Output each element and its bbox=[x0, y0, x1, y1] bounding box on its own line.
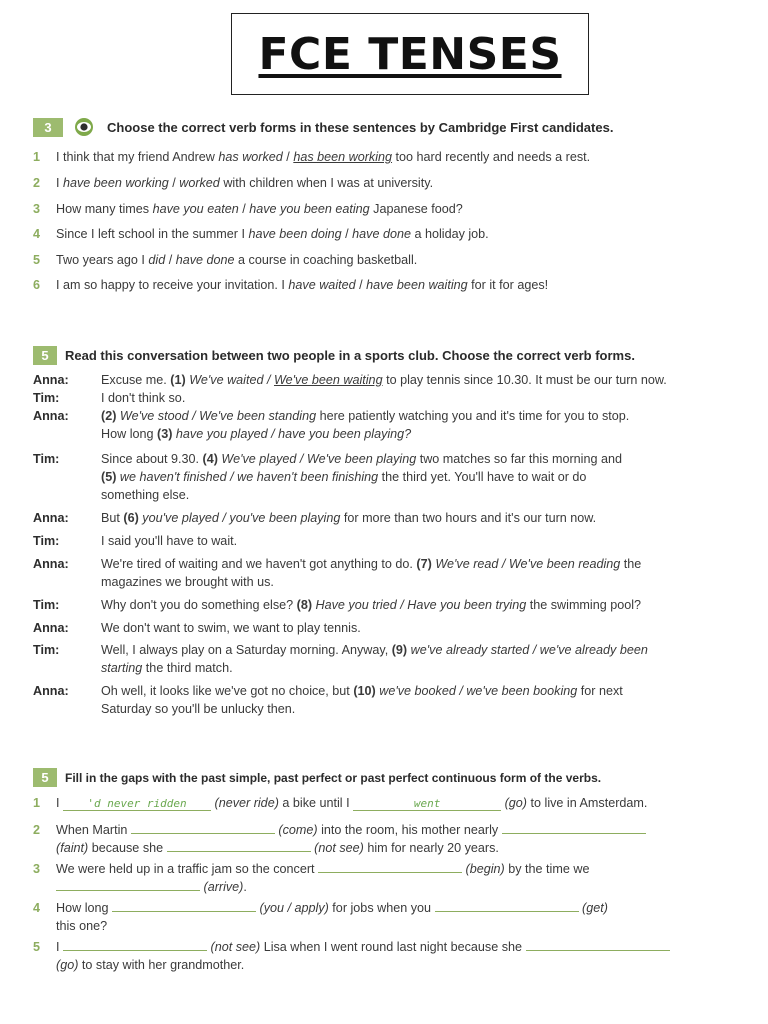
list-item: 4 Since I left school in the summer I have been doing / have done a holiday job. bbox=[33, 227, 489, 241]
answer-blank[interactable] bbox=[353, 797, 501, 811]
dialogue-line: Why don't you do something else? (8) Have you tried / Have you been trying the swimming pool? bbox=[101, 598, 642, 612]
speaker-label: Tim: bbox=[33, 598, 60, 612]
answer-blank[interactable] bbox=[112, 901, 256, 912]
list-item: 6 I am so happy to receive your invitation. I have waited / have been waiting for it for ages! bbox=[33, 278, 549, 292]
speaker-label: Anna: bbox=[33, 684, 69, 698]
speaker-label: Anna: bbox=[33, 373, 69, 387]
answer-blank[interactable] bbox=[526, 940, 670, 951]
answer-blank[interactable] bbox=[435, 901, 579, 912]
exercise-instruction: Choose the correct verb forms in these sentences by Cambridge First candidates. bbox=[107, 119, 614, 135]
handwritten-answer: 'd never ridden bbox=[87, 797, 187, 810]
handwritten-answer: went bbox=[413, 797, 441, 810]
answer-blank[interactable] bbox=[63, 940, 207, 951]
list-item: 1 I 'd never ridden (never ride) a bike until I went (go) to live in Amsterdam. bbox=[33, 796, 648, 810]
speaker-label: Tim: bbox=[33, 452, 60, 466]
dialogue-line: (2) We've stood / We've been standing here patiently watching you and it's time for you to stop. How long (3) have you played / have you been playing? bbox=[101, 409, 630, 441]
dialogue-line: But (6) you've played / you've been playing for more than two hours and it's our turn now. bbox=[101, 511, 597, 525]
speaker-label: Anna: bbox=[33, 621, 69, 635]
speaker-label: Tim: bbox=[33, 643, 60, 657]
exercise-5-header bbox=[33, 346, 635, 365]
dialogue-line: Well, I always play on a Saturday morning. Anyway, (9) we've already started / we've already been starting the third match. bbox=[101, 643, 648, 675]
exercise-instruction: Fill in the gaps with the past simple, past perfect or past perfect continuous form of the verbs. bbox=[65, 770, 602, 785]
page-title: FCE TENSES bbox=[258, 28, 562, 80]
exercise-number-badge: 5 bbox=[33, 346, 57, 365]
answer-blank[interactable] bbox=[131, 823, 275, 834]
dialogue-line: Since about 9.30. (4) We've played / We've been playing two matches so far this morning and (5) we haven't finished / we haven't been finishing the third yet. You'll have to wait or do something else. bbox=[101, 452, 622, 502]
dialogue-line: I said you'll have to wait. bbox=[101, 534, 238, 548]
speaker-label: Tim: bbox=[33, 534, 60, 548]
answer-blank[interactable] bbox=[318, 862, 462, 873]
dialogue-line: We don't want to swim, we want to play tennis. bbox=[101, 621, 361, 635]
list-item: 3 We were held up in a traffic jam so the concert (begin) by the time we (arrive). bbox=[33, 862, 590, 894]
answer-blank[interactable] bbox=[56, 880, 200, 891]
title-box bbox=[231, 13, 589, 95]
exercise-number-badge: 3 bbox=[33, 118, 63, 137]
exercise-number-badge: 5 bbox=[33, 768, 57, 787]
dialogue-line: I don't think so. bbox=[101, 391, 186, 405]
exercise-3-header bbox=[33, 117, 613, 137]
dialogue-line: Oh well, it looks like we've got no choice, but (10) we've booked / we've been booking for next Saturday so you'll be unlucky then. bbox=[101, 684, 623, 716]
list-item: 5 I (not see) Lisa when I went round last night because she (go) to stay with her grandmother. bbox=[33, 938, 670, 974]
speaker-label: Anna: bbox=[33, 557, 69, 571]
list-item: 2 I have been working / worked with children when I was at university. bbox=[33, 176, 434, 190]
speaker-label: Tim: bbox=[33, 391, 60, 405]
speaker-label: Anna: bbox=[33, 511, 69, 525]
dialogue-line: We're tired of waiting and we haven't got anything to do. (7) We've read / We've been reading the magazines we brought with us. bbox=[101, 557, 642, 589]
list-item: 5 Two years ago I did / have done a course in coaching basketball. bbox=[33, 253, 418, 267]
exercise-5b-header bbox=[33, 768, 601, 787]
answer-blank[interactable] bbox=[502, 823, 646, 834]
answer-blank[interactable] bbox=[167, 841, 311, 852]
list-item: 2 When Martin (come) into the room, his mother nearly (faint) because she (not see) him for nearly 20 years. bbox=[33, 821, 646, 857]
list-item: 3 How many times have you eaten / have you been eating Japanese food? bbox=[33, 202, 463, 216]
speaker-label: Anna: bbox=[33, 409, 69, 423]
exercise-instruction: Read this conversation between two people in a sports club. Choose the correct verb forms. bbox=[65, 348, 635, 363]
answer-blank[interactable] bbox=[63, 797, 211, 811]
list-item: 4 How long (you / apply) for jobs when you (get) this one? bbox=[33, 901, 608, 933]
list-item: 1 I think that my friend Andrew has worked / has been working too hard recently and needs a rest. bbox=[33, 150, 591, 164]
dialogue-line: Excuse me. (1) We've waited / We've been waiting to play tennis since 10.30. It must be our turn now. bbox=[101, 373, 667, 387]
eye-icon bbox=[71, 117, 97, 137]
